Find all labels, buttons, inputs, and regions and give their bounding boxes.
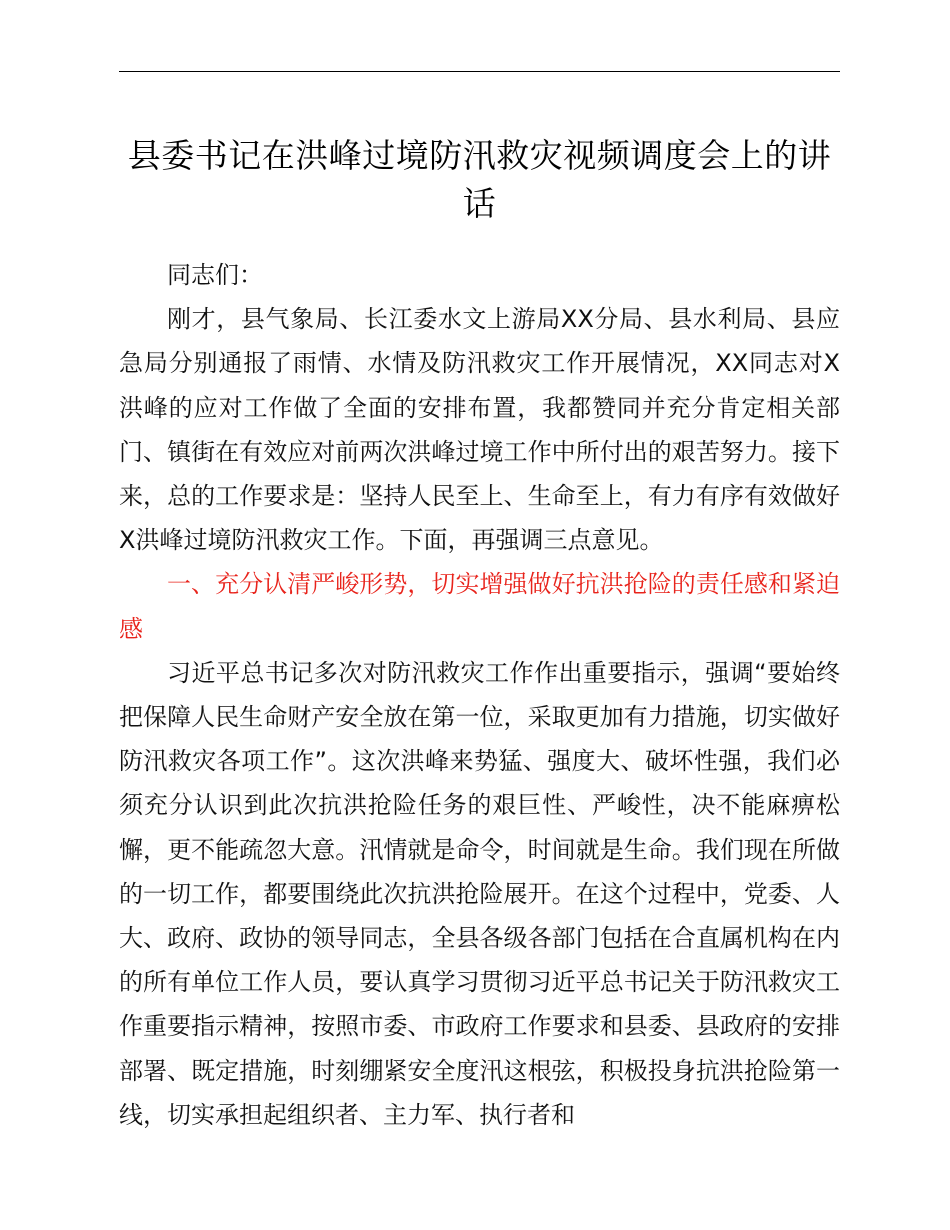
section-heading: 一、充分认清严峻形势，切实增强做好抗洪抢险的责任感和紧迫感 — [119, 570, 840, 643]
header-rule — [119, 71, 840, 72]
document-title: 县委书记在洪峰过境防汛救灾视频调度会上的讲话 — [127, 136, 832, 223]
salutation: 同志们： — [167, 261, 263, 289]
section-paragraph: 习近平总书记多次对防汛救灾工作作出重要指示，强调“要始终把保障人民生命财产安全放在第一位，采取更加有力措施，切实做好防汛救灾各项工作”。这次洪峰来势猛、强度大、破坏性强，我们必须充分认识到此次抗洪抢险任务的艰巨性、严峻性，决不能麻痹松懈，更不能疏忽大意。汛情就是命令，时间就是生命。我们现在所做的一切工作，都要围绕此次抗洪抢险展开。在这个过程中，党委、人大、政府、政协的领导同志，全县各级各部门包括在合直属机构在内的所有单位工作人员，要认真学习贯彻习近平总书记关于防汛救灾工作重要指示精神，按照市委、市政府工作要求和县委、县政府的安排部署、既定措施，时刻绷紧安全度汛这根弦，积极投身抗洪抢险第一线，切实承担起组织者、主力军、执行者和 — [119, 658, 840, 1129]
opening-paragraph: 刚才，县气象局、长江委水文上游局XX分局、县水利局、县应急局分别通报了雨情、水情及防汛救灾工作开展情况，XX同志对X洪峰的应对工作做了全面的安排布置，我都赞同并充分肯定相关部门、镇街在有效应对前两次洪峰过境工作中所付出的艰苦努力。接下来，总的工作要求是：坚持人民至上、生命至上，有力有序有效做好X洪峰过境防汛救灾工作。下面，再强调三点意见。 — [119, 305, 840, 555]
document-body — [119, 253, 840, 1137]
